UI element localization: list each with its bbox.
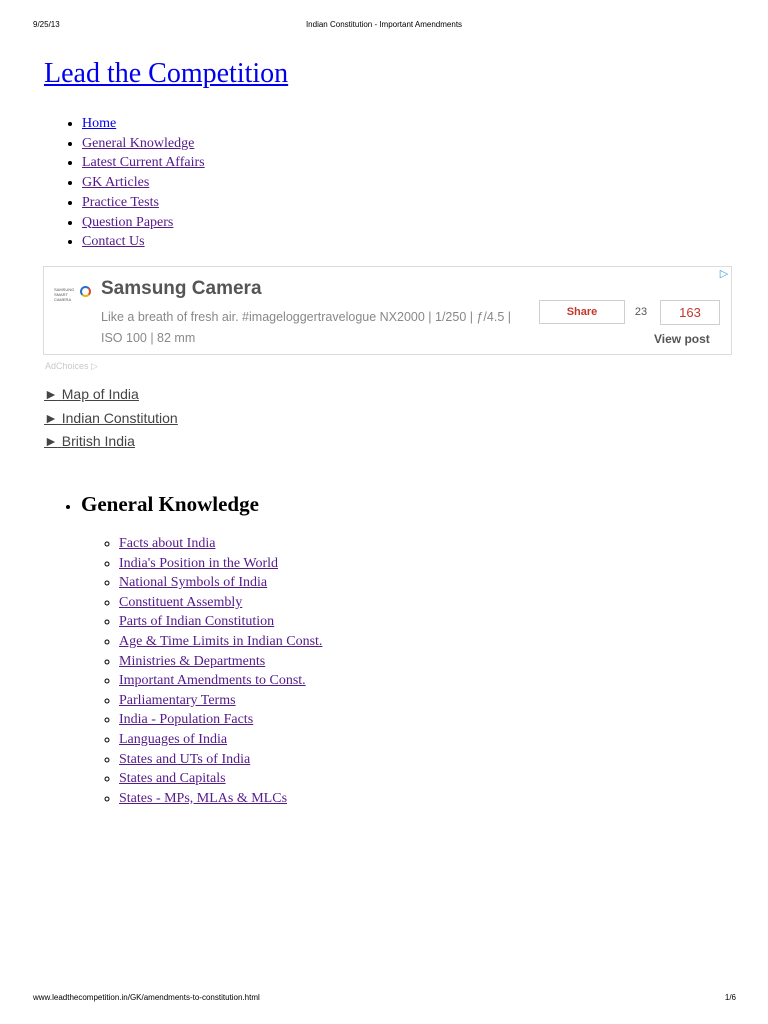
- triangle-right-icon: ►: [44, 433, 58, 449]
- print-page-number: 1/6: [724, 993, 736, 1002]
- print-footer: [0, 993, 768, 1005]
- ad-description: Like a breath of fresh air. #imageloggertravelogue NX2000 | 1/250 | ƒ/4.5 | ISO 100 | 82 mm: [101, 310, 512, 345]
- gk-link-parliamentary-terms[interactable]: Parliamentary Terms: [119, 692, 236, 708]
- gk-link-languages[interactable]: Languages of India: [119, 731, 228, 747]
- nav-link-practice-tests[interactable]: Practice Tests: [82, 194, 159, 210]
- ad-logo: [54, 282, 92, 300]
- print-header: [0, 20, 768, 32]
- gk-topic-item: [119, 593, 322, 613]
- ad-view-post-link[interactable]: View post: [654, 332, 710, 346]
- side-link-british-india[interactable]: [44, 430, 178, 454]
- gk-link-states-uts[interactable]: States and UTs of India: [119, 751, 251, 767]
- nav-item-home: [82, 114, 205, 134]
- gk-topic-list: [81, 534, 322, 808]
- gk-topic-item: [119, 554, 322, 574]
- ad-banner[interactable]: [43, 266, 732, 355]
- gk-link-population-facts[interactable]: India - Population Facts: [119, 712, 254, 728]
- gk-topic-item: [119, 710, 322, 730]
- gk-topic-item: [119, 750, 322, 770]
- ad-logo-text: SAMSUNG SMART CAMERA: [54, 287, 75, 302]
- gk-topic-item: [119, 632, 322, 652]
- gk-link-states-capitals[interactable]: States and Capitals: [119, 771, 226, 787]
- side-link-map-of-india[interactable]: [44, 383, 178, 407]
- side-link-label: Indian Constitution: [61, 409, 178, 426]
- site-title: [44, 58, 288, 90]
- nav-item-general-knowledge: [82, 134, 205, 154]
- adchoices-triangle-icon[interactable]: ▷: [719, 268, 729, 280]
- print-url: www.leadthecompetition.in/GK/amendments-to-constitution.html: [33, 993, 260, 1002]
- gk-topic-item: [119, 612, 322, 632]
- gk-outer-list: [44, 490, 322, 808]
- gk-link-india-position[interactable]: India's Position in the World: [119, 555, 279, 571]
- gk-topic-item: [119, 573, 322, 593]
- side-link-label: Map of India: [61, 386, 139, 402]
- gk-topic-item: [119, 730, 322, 750]
- nav-link-gk-articles[interactable]: GK Articles: [82, 175, 150, 191]
- gk-link-facts-about-india[interactable]: Facts about India: [119, 536, 216, 551]
- main-nav: [44, 114, 205, 252]
- nav-link-current-affairs[interactable]: Latest Current Affairs: [82, 155, 205, 171]
- gk-section: [44, 490, 322, 808]
- gk-topic-item: [119, 769, 322, 789]
- gk-topic-item: [119, 671, 322, 691]
- side-link-label: British India: [61, 433, 135, 449]
- ad-share-count: 23: [634, 306, 648, 318]
- nav-link-general-knowledge[interactable]: General Knowledge: [82, 135, 195, 151]
- nav-link-contact-us[interactable]: Contact Us: [82, 234, 145, 250]
- side-link-indian-constitution[interactable]: [44, 407, 178, 431]
- gk-topic-item: [119, 789, 322, 809]
- adchoices-label[interactable]: AdChoices ▷: [45, 361, 98, 371]
- triangle-right-icon: ►: [44, 386, 58, 402]
- nav-item-gk-articles: [82, 173, 205, 193]
- nav-item-current-affairs: [82, 153, 205, 173]
- triangle-right-icon: ►: [44, 409, 58, 426]
- ad-like-count[interactable]: 163: [660, 300, 720, 325]
- gk-link-age-time-limits[interactable]: Age & Time Limits in Indian Const.: [119, 633, 323, 649]
- gk-topic-item: [119, 691, 322, 711]
- print-date: 9/25/13: [33, 20, 60, 29]
- gk-link-national-symbols[interactable]: National Symbols of India: [119, 575, 268, 591]
- nav-link-question-papers[interactable]: Question Papers: [82, 214, 174, 230]
- site-title-link[interactable]: Lead the Competition: [44, 58, 289, 89]
- nav-item-question-papers: [82, 213, 205, 233]
- nav-item-practice-tests: [82, 193, 205, 213]
- side-links: [44, 383, 178, 454]
- gk-link-parts-of-constitution[interactable]: Parts of Indian Constitution: [119, 614, 275, 630]
- gk-link-constituent-assembly[interactable]: Constituent Assembly: [119, 594, 243, 610]
- gk-link-states-mps-mlas[interactable]: States - MPs, MLAs & MLCs: [119, 790, 288, 806]
- nav-item-contact-us: [82, 232, 205, 252]
- gk-outer-item: [81, 490, 322, 808]
- gk-heading: • General Knowledge: [81, 492, 259, 516]
- gk-link-ministries[interactable]: Ministries & Departments: [119, 653, 266, 669]
- print-page-title: Indian Constitution - Important Amendments: [305, 20, 463, 29]
- gk-topic-item: [119, 652, 322, 672]
- nav-link-home[interactable]: Home: [82, 116, 117, 131]
- gk-link-important-amendments[interactable]: Important Amendments to Const.: [119, 673, 306, 689]
- camera-lens-icon: [80, 286, 91, 297]
- gk-topic-item: [119, 534, 322, 554]
- ad-headline[interactable]: Samsung Camera: [101, 278, 262, 299]
- ad-share-button[interactable]: Share: [539, 300, 625, 324]
